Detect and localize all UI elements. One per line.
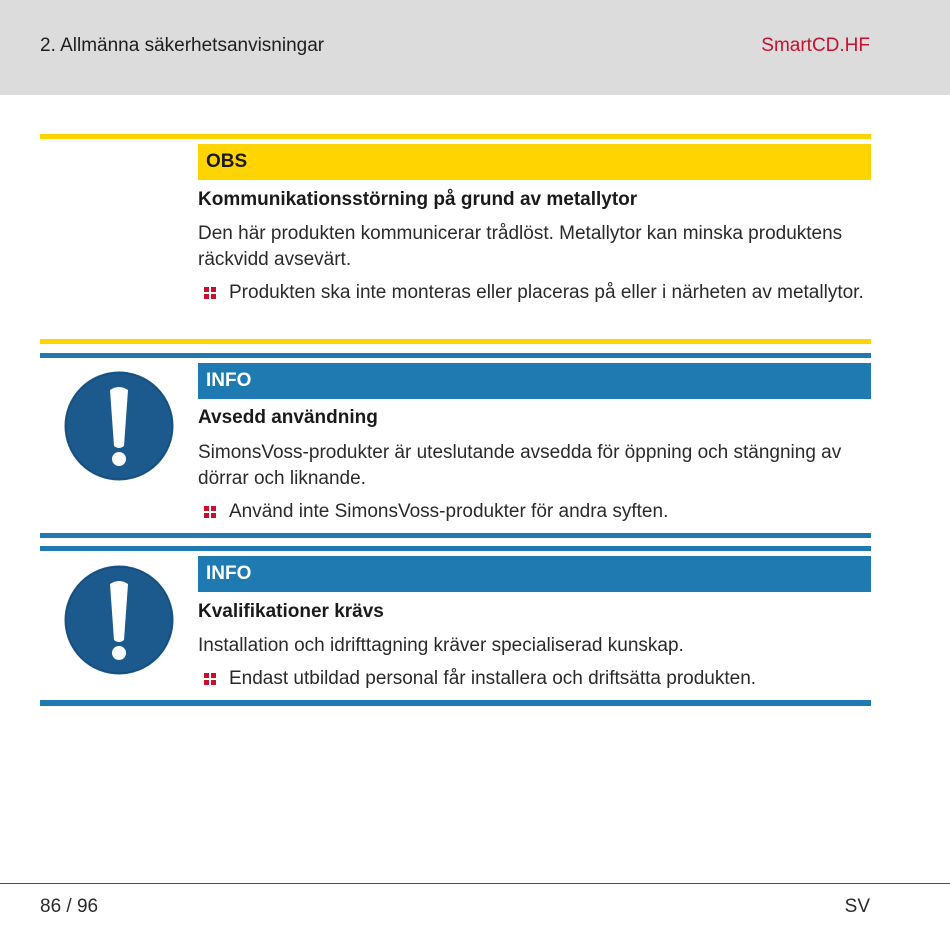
notice-top-rule bbox=[40, 546, 871, 551]
page-header bbox=[0, 0, 950, 95]
notice-heading: Avsedd användning bbox=[198, 407, 378, 428]
bullet-text: Använd inte SimonsVoss-produkter för andra syften. bbox=[229, 501, 669, 522]
product-name: SmartCD.HF bbox=[761, 35, 870, 56]
notice-bottom-rule bbox=[40, 533, 871, 538]
notice-bullet bbox=[198, 280, 871, 306]
red-square-bullet-icon bbox=[204, 673, 216, 685]
section-title: 2. Allmänna säkerhetsanvisningar bbox=[40, 35, 325, 56]
notice-heading: Kommunikationsstörning på grund av metallytor bbox=[198, 189, 638, 210]
notice-body: SimonsVoss-produkter är uteslutande avsedda för öppning och stängning av dörrar och liknande. bbox=[198, 442, 842, 489]
bullet-text: Produkten ska inte monteras eller placeras på eller i närheten av metallytor. bbox=[229, 282, 864, 303]
notice-top-rule bbox=[40, 353, 871, 358]
notice-body: Installation och idrifttagning kräver specialiserad kunskap. bbox=[198, 635, 684, 656]
red-square-bullet-icon bbox=[204, 287, 216, 299]
exclamation-circle-icon bbox=[63, 370, 175, 482]
bullet-text: Endast utbildad personal får installera och driftsätta produkten. bbox=[229, 668, 757, 689]
notice-bullet bbox=[198, 499, 871, 525]
page-number: 86 / 96 bbox=[40, 896, 99, 917]
notice-heading: Kvalifikationer krävs bbox=[198, 601, 384, 622]
notice-bottom-rule bbox=[40, 339, 871, 344]
notice-top-rule bbox=[40, 134, 871, 139]
obs-label: OBS bbox=[198, 144, 871, 180]
footer-divider bbox=[0, 883, 950, 884]
notice-bullet bbox=[198, 666, 871, 692]
language-code: SV bbox=[844, 896, 870, 917]
info-label: INFO bbox=[198, 556, 871, 592]
red-square-bullet-icon bbox=[204, 506, 216, 518]
exclamation-circle-icon bbox=[63, 564, 175, 676]
notice-bottom-rule bbox=[40, 700, 871, 706]
info-label: INFO bbox=[198, 363, 871, 399]
notice-body: Den här produkten kommunicerar trådlöst. Metallytor kan minska produktens räckvidd avsevärt. bbox=[198, 223, 843, 270]
